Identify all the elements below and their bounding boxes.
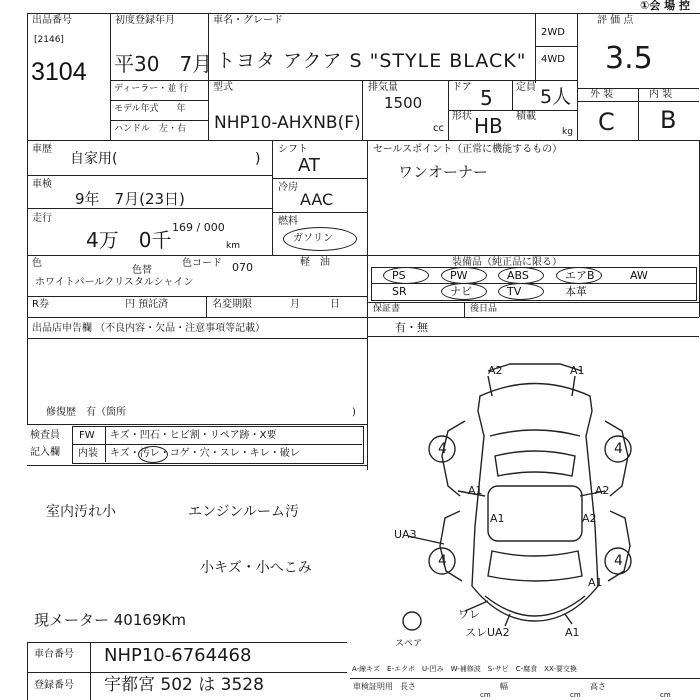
spare-tire-icon: [403, 612, 421, 630]
rule: [512, 80, 513, 110]
damage-mark: A1: [565, 626, 580, 639]
model-value: NHP10-AHXNB(F): [214, 113, 361, 133]
fuel-value: ガソリン: [293, 233, 333, 244]
first-reg-label: 初度登録年月: [115, 15, 175, 26]
model-label: 型式: [213, 82, 233, 93]
car-roof-front: [495, 451, 575, 476]
rule: [110, 120, 208, 121]
rule: [367, 140, 368, 317]
usage-label: 車歴: [32, 144, 52, 155]
usage-close: ): [255, 151, 261, 167]
damage-diagram: [360, 336, 700, 656]
inspector-label: 検査員: [30, 430, 60, 441]
handwritten-note-3: 小キズ・小へこみ: [200, 560, 312, 576]
width-label: 幅: [500, 682, 508, 691]
displacement-label: 排気量: [368, 82, 398, 93]
rule: [535, 46, 577, 47]
damage-mark: 4: [614, 441, 623, 457]
damage-mark: 4: [438, 441, 447, 457]
shape-value: HB: [474, 114, 503, 138]
exterior-label: 外 装: [590, 89, 614, 100]
color-label: 色: [32, 258, 42, 269]
shift-label: シフト: [278, 144, 308, 155]
equip_row2-item: ナビ: [450, 285, 472, 298]
grade-value: 3.5: [605, 41, 653, 76]
damage-mark: UA3: [394, 528, 417, 541]
equip-circle: [441, 283, 487, 300]
doors-value: 5: [480, 86, 493, 110]
rule: [638, 88, 639, 140]
spare-label: スペア: [395, 639, 423, 649]
inspection-label: 後日品: [470, 304, 498, 314]
rule: [27, 317, 699, 318]
color-code-value: 070: [232, 261, 253, 274]
capacity-value: 5人: [540, 86, 572, 108]
equip_row1-item: AW: [630, 269, 648, 282]
rule: [27, 296, 367, 297]
rule: [27, 317, 28, 424]
ac-value: AAC: [300, 190, 334, 209]
sales-value: ワンオーナー: [398, 163, 489, 181]
color-value: ホワイトパールクリスタルシャイン: [35, 277, 194, 288]
equip_row1-item: ABS: [507, 269, 529, 282]
car-rear-bumper: [485, 596, 585, 616]
rule: [535, 13, 536, 83]
ac-label: 冷房: [278, 182, 298, 193]
dealer-label: ディーラー・並 行: [114, 84, 189, 94]
fw-items: キズ・凹石・ヒビ割・リペア跡・X要: [110, 430, 277, 441]
equip_row2-item: 本革: [565, 285, 587, 298]
inspector-label-2: 記入欄: [30, 447, 60, 458]
shift-value: AT: [298, 155, 320, 176]
fw-label: FW: [79, 430, 95, 441]
cc-unit: cc: [433, 123, 444, 134]
damage-mark: A1: [468, 484, 483, 497]
drive-4wd: 4WD: [541, 54, 565, 65]
km-unit: km: [226, 241, 240, 251]
fuel-label: 燃料: [278, 216, 298, 227]
kg-unit: kg: [562, 127, 573, 137]
rule: [27, 465, 367, 466]
repair-close: ): [352, 407, 356, 418]
notes-header: 出品店申告欄 （不良内容・欠品・注意事項等記載）: [32, 323, 266, 334]
recycle-value: 円 預託済: [125, 299, 169, 310]
rule: [27, 338, 367, 339]
height-label: 高さ: [590, 682, 606, 691]
rule: [90, 642, 91, 700]
reg-label: 登録番号: [34, 680, 74, 691]
color-change-label: 色替: [132, 265, 152, 276]
car-left-front-side: [442, 421, 465, 496]
car-windscreen: [490, 430, 580, 436]
damage-mark: A1: [588, 576, 603, 589]
lot-small: [2146]: [34, 35, 64, 45]
damage-mark: 4: [438, 553, 447, 569]
recycle-label: R券: [32, 299, 49, 310]
rule: [272, 212, 367, 213]
warranty-value: 有・無: [395, 321, 428, 334]
car-rear-window: [488, 551, 582, 581]
rule: [464, 302, 465, 317]
displacement-value: 1500: [384, 94, 423, 112]
equip_row1-item: PW: [450, 269, 468, 282]
shaken-label: 車検: [32, 179, 52, 190]
model-year-label: モデル年式 年: [114, 104, 186, 114]
rule: [27, 13, 700, 14]
equip-circle: [441, 267, 487, 284]
damage-mark: 4: [614, 553, 623, 569]
interior-label: 内 装: [649, 89, 673, 100]
rule: [110, 80, 208, 81]
first-reg-value: 平30 7月: [114, 52, 213, 76]
rule: [272, 140, 273, 255]
damage-mark: スレUA2: [465, 626, 510, 639]
damage-mark: A1: [490, 512, 505, 525]
rule: [110, 100, 208, 101]
rule: [367, 302, 699, 303]
mileage-small: 169 / 000: [172, 221, 225, 234]
equip-label: 装備品（純正品に限る）: [452, 257, 562, 268]
chassis-label: 車台番号: [34, 649, 74, 660]
grade-label: 評 価 点: [597, 15, 634, 26]
shaken-value: 9年 7月(23日): [75, 190, 185, 208]
equip_row2-item: TV: [507, 285, 522, 298]
equip-circle: [498, 283, 544, 300]
rule: [27, 424, 367, 425]
cert-label: 車検証明用: [353, 682, 393, 691]
venue-label: ①会 場 控: [640, 0, 690, 12]
damage-mark: A2: [582, 512, 597, 525]
rule: [367, 255, 699, 256]
color-code-label: 色コード: [182, 258, 222, 269]
equip_row1-item: エアB: [565, 269, 595, 282]
height-unit: cm: [660, 691, 671, 699]
rule: [27, 175, 272, 176]
width-unit: cm: [570, 691, 581, 699]
leader-line: [565, 614, 572, 624]
rule: [27, 642, 347, 643]
repair-label: 修復歴 有（箇所: [46, 407, 126, 418]
rule: [27, 642, 28, 700]
rule: [362, 80, 363, 140]
rule: [208, 80, 577, 81]
equip_row1-item: PS: [392, 269, 406, 282]
doors-label: ドア: [452, 82, 472, 93]
name-label: 車名・グレード: [213, 15, 283, 26]
rule: [27, 140, 28, 317]
car-body-outline: [472, 384, 598, 622]
legend: A-線キズ E-エクボ U-凹み W-補修波 S-サビ C-腐食 XX-要交換: [352, 665, 577, 673]
equip-circle: [556, 267, 602, 284]
reg-value: 宇都宮 502 は 3528: [104, 675, 264, 695]
mileage-label: 走行: [32, 213, 52, 224]
exterior-value: C: [598, 108, 615, 136]
damage-mark: A2: [488, 364, 503, 377]
rule: [577, 13, 578, 140]
leader-line: [572, 376, 575, 396]
int-items: キズ・汚レ・コゲ・穴・スレ・キレ・破レ: [110, 448, 300, 459]
usage-value: 自家用(: [70, 151, 118, 167]
handle-label: ハンドル 左・右: [114, 124, 187, 134]
warranty-label: 保証書: [373, 304, 401, 314]
drive-2wd: 2WD: [541, 27, 565, 38]
damage-mark: A1: [570, 364, 585, 377]
load-label: 積載: [516, 111, 536, 122]
rule: [206, 296, 207, 317]
rule: [27, 255, 367, 256]
name-value: トヨタ アクア S "STYLE BLACK": [216, 50, 527, 72]
equip-circle: [383, 267, 429, 284]
handwritten-note-4: 現メーター 40169Km: [34, 611, 186, 629]
length-label: 長さ: [400, 682, 416, 691]
rule: [27, 140, 699, 141]
handwritten-note-2: エンジンルーム汚: [188, 504, 299, 520]
rule: [208, 13, 209, 140]
damage-mark: A2: [595, 484, 610, 497]
length-unit: cm: [480, 691, 491, 699]
lot-label: 出品番号: [32, 15, 72, 26]
int-label: 内装: [78, 448, 98, 459]
sales-label: セールスポイント（正常に機能するもの）: [373, 144, 563, 155]
rule: [27, 672, 347, 673]
interior-value: B: [660, 106, 677, 134]
fuel-other: 軽 油: [300, 257, 330, 268]
shape-label: 形状: [452, 111, 472, 122]
equip-circle: [498, 267, 544, 284]
capacity-label: 定員: [516, 82, 536, 93]
mileage-value: 4万 0千: [86, 228, 172, 252]
handwritten-note-1: 室内汚れ小: [46, 504, 116, 520]
rule: [27, 208, 272, 209]
lot-number: 3104: [31, 58, 87, 86]
damage-mark: ワレ: [458, 608, 480, 621]
chassis-value: NHP10-6764468: [104, 645, 252, 666]
rule: [27, 13, 28, 140]
name-change-label: 名変期限: [212, 299, 252, 310]
stain-circle: [138, 446, 168, 463]
rule: [350, 678, 700, 679]
equip_row2-item: SR: [392, 285, 407, 298]
name-change-value: 月 日: [290, 299, 340, 310]
rule: [272, 178, 367, 179]
